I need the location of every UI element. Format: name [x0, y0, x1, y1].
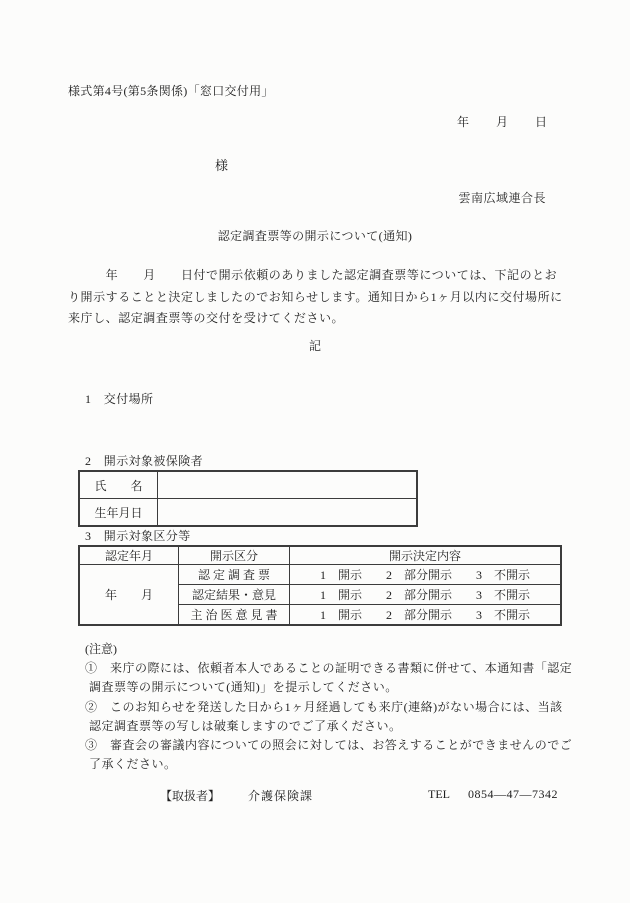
disclosure-category-table — [78, 545, 562, 626]
category-cell: 主 治 医 意 見 書 — [179, 605, 290, 626]
section-2-heading: 2 開示対象被保険者 — [85, 454, 204, 468]
paragraph-line: 来庁し、認定調査票等の交付を受けてください。 — [68, 311, 345, 326]
paragraph-line: り開示することと決定しましたのでお知らせします。通知日から1ヶ月以内に交付場所に — [68, 289, 563, 304]
table-row — [79, 565, 561, 585]
section-1-heading: 1 交付場所 — [85, 392, 154, 406]
insured-person-table — [78, 470, 418, 527]
col-header-disclosure-category: 開示区分 — [179, 546, 290, 565]
note-item-3-line-1: ③ 審査会の審議内容についての照会に対しては、お答えすることができませんのでご — [85, 738, 573, 753]
table-header-row — [79, 546, 561, 565]
addressee-suffix: 様 — [215, 158, 229, 173]
decision-cell: 1 開示 2 部分開示 3 不開示 — [290, 605, 562, 626]
col-header-disclosure-decision: 開示決定内容 — [290, 546, 562, 565]
record-marker: 記 — [308, 339, 321, 353]
notes-list — [85, 659, 572, 775]
birthdate-label-cell: 生年月日 — [79, 499, 158, 527]
body-paragraph — [68, 265, 568, 330]
paragraph-line: 年 月 日付で開示依頼のありました認定調査票等については、下記のとお — [68, 268, 558, 282]
note-item-2-line-1: ② このお知らせを発送した日から1ヶ月経過しても来庁(連絡)がない場合には、当該 — [85, 699, 563, 714]
note-item-1-line-1: ① 来庁の際には、依頼者本人であることの証明できる書類に併せて、本通知書「認定 — [85, 661, 573, 675]
table-row — [79, 471, 417, 499]
sender-name: 雲南広域連合長 — [458, 191, 546, 205]
handler-label: 【取扱者】 — [160, 789, 221, 803]
name-value-cell — [158, 471, 418, 499]
note-item-1-line-2: 調査票等の開示について(通知)」を提示してください。 — [89, 680, 398, 695]
category-cell: 認 定 調 査 票 — [179, 565, 290, 585]
name-label-cell: 氏 名 — [79, 471, 158, 499]
tel-label: TEL — [428, 787, 450, 801]
form-number: 様式第4号(第5条関係)「窓口交付用」 — [68, 84, 274, 98]
note-item-3-line-2: 了承ください。 — [89, 757, 177, 772]
decision-cell: 1 開示 2 部分開示 3 不開示 — [290, 585, 562, 605]
notes-heading: (注意) — [85, 642, 117, 656]
col-header-cert-year-month: 認定年月 — [79, 546, 179, 565]
section-3-heading: 3 開示対象区分等 — [85, 529, 191, 543]
decision-cell: 1 開示 2 部分開示 3 不開示 — [290, 565, 562, 585]
document-title: 認定調査票等の開示について(通知) — [217, 229, 413, 243]
handler-department: 介護保険課 — [248, 789, 314, 803]
birthdate-value-cell — [158, 499, 418, 527]
table-row — [79, 499, 417, 527]
tel-number: 0854—47—7342 — [468, 787, 558, 801]
year-month-cell: 年 月 — [79, 565, 179, 626]
category-cell: 認定結果・意見 — [179, 585, 290, 605]
issue-date-line: 年 月 日 — [456, 115, 548, 129]
note-item-2-line-2: 認定調査票等の写しは破棄しますのでご了承ください。 — [89, 718, 402, 733]
